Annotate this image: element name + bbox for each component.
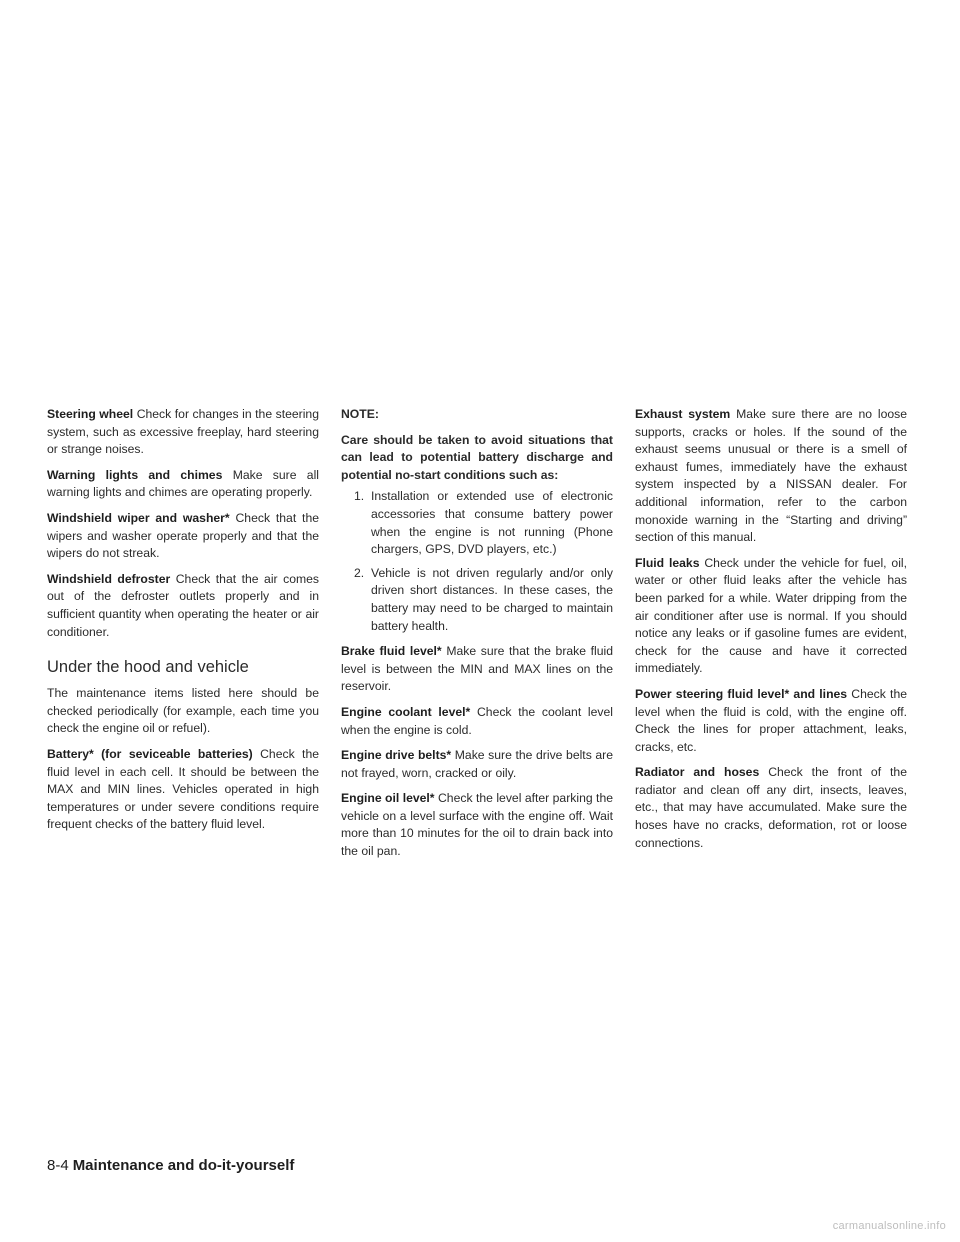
item-text: Make sure there are no loose supports, cracks or holes. If the sound of the exhaust seems unusual or there is a smell of exhaust fumes, immediately have the exhaust system inspected by a NISSAN dealer. For additional information, refer to the carbon monoxide warning in the “Starting and driving” section of this manual. [635,407,907,545]
item-windshield-wiper [47,510,319,563]
note-item-number: 2. [354,565,365,580]
column-right [635,406,907,860]
item-text: Check under the vehicle for fuel, oil, water or other fluid leaks after the vehicle has been parked for a while. Water dripping from the air conditioner after use is normal. If you should notice any leaks or if gasoline fumes are evident, check for the cause and have it corrected immediately. [635,555,907,676]
item-lead: Windshield wiper and washer* [47,510,230,525]
chapter-title: Maintenance and do-it-yourself [72,1157,295,1174]
column-left [47,406,319,842]
note-label: NOTE: [341,407,379,421]
item-lead: Battery* (for seviceable batteries) [47,746,253,761]
item-lead: Brake fluid level* [341,644,442,659]
item-lead: Windshield defroster [47,571,171,586]
note-item-text: Installation or extended use of electronic accessories that consume battery power when the engine is not running (Phone chargers, GPS, DVD players, etc.) [371,489,613,557]
item-drive-belts [341,747,613,782]
item-text: Check that the air comes out of the defroster outlets properly and in sufficient quantity when operating the heater or air conditioner. [47,571,319,639]
item-text: Make sure that the brake fluid level is between the MIN and MAX lines on the reservoir. [341,644,614,694]
item-text: Check the level after parking the vehicle on a level surface with the engine off. Wait more than 10 minutes for the oil to drain back into the oil pan. [341,791,613,859]
item-radiator-hoses [635,764,907,852]
item-lead: Radiator and hoses [635,765,760,780]
item-steering-wheel [47,406,319,459]
item-lead: Engine oil level* [341,791,435,806]
item-brake-fluid [341,643,613,696]
item-text: Check for changes in the steering system, such as excessive freeplay, hard steering or strange noises. [47,407,319,457]
note-list-item [341,488,613,558]
item-text: Check the coolant level when the engine is cold. [341,704,613,737]
item-exhaust-system [635,406,907,547]
item-lead: Power steering fluid level* and lines [635,686,848,701]
item-lead: Warning lights and chimes [47,467,223,482]
note-list-item [341,565,613,635]
column-middle [341,406,613,869]
item-battery [47,746,319,834]
page-footer [47,1157,294,1175]
item-lead: Engine drive belts* [341,748,452,763]
item-warning-lights [47,467,319,502]
note-item-number: 1. [354,489,365,504]
item-text: Check that the wipers and washer operate properly and that the wipers do not streak. [47,510,319,561]
note-body: Care should be taken to avoid situations that can lead to potential battery discharge and potential no-start conditions such as: [341,432,613,482]
item-lead: Exhaust system [635,407,731,421]
item-engine-oil [341,790,613,860]
note-item-text: Vehicle is not driven regularly and/or only driven short distances. In these cases, the battery may need to be charged to maintain battery health. [371,565,613,633]
item-power-steering [635,686,907,756]
section-heading: Under the hood and vehicle [47,658,249,677]
item-windshield-defroster [47,571,319,641]
item-text: Check the fluid level in each cell. It should be between the MAX and MIN lines. Vehicles operated in high temperatures or under severe conditions require frequent checks of the battery fluid level. [47,746,319,832]
item-text: Check the level when the fluid is cold, with the engine off. Check the lines for proper attachment, leaks, cracks, etc. [635,686,907,754]
item-engine-coolant [341,704,613,739]
section-intro: The maintenance items listed here should be checked periodically (for example, each time you check the engine oil or refuel). [47,686,319,736]
watermark: carmanualsonline.info [832,1220,946,1232]
item-text: Make sure the drive belts are not frayed, worn, cracked or oily. [341,748,613,780]
item-fluid-leaks [635,555,907,678]
item-text: Make sure all warning lights and chimes are operating properly. [47,467,319,500]
item-lead: Engine coolant level* [341,704,471,719]
note-list [341,488,613,635]
item-lead: Steering wheel [47,407,134,421]
page-number: 8-4 [47,1157,69,1174]
item-lead: Fluid leaks [635,555,700,570]
item-text: Check the front of the radiator and clean off any dirt, insects, leaves, etc., that may have accumulated. Make sure the hoses have no cracks, deformation, rot or loose connections. [635,765,907,850]
